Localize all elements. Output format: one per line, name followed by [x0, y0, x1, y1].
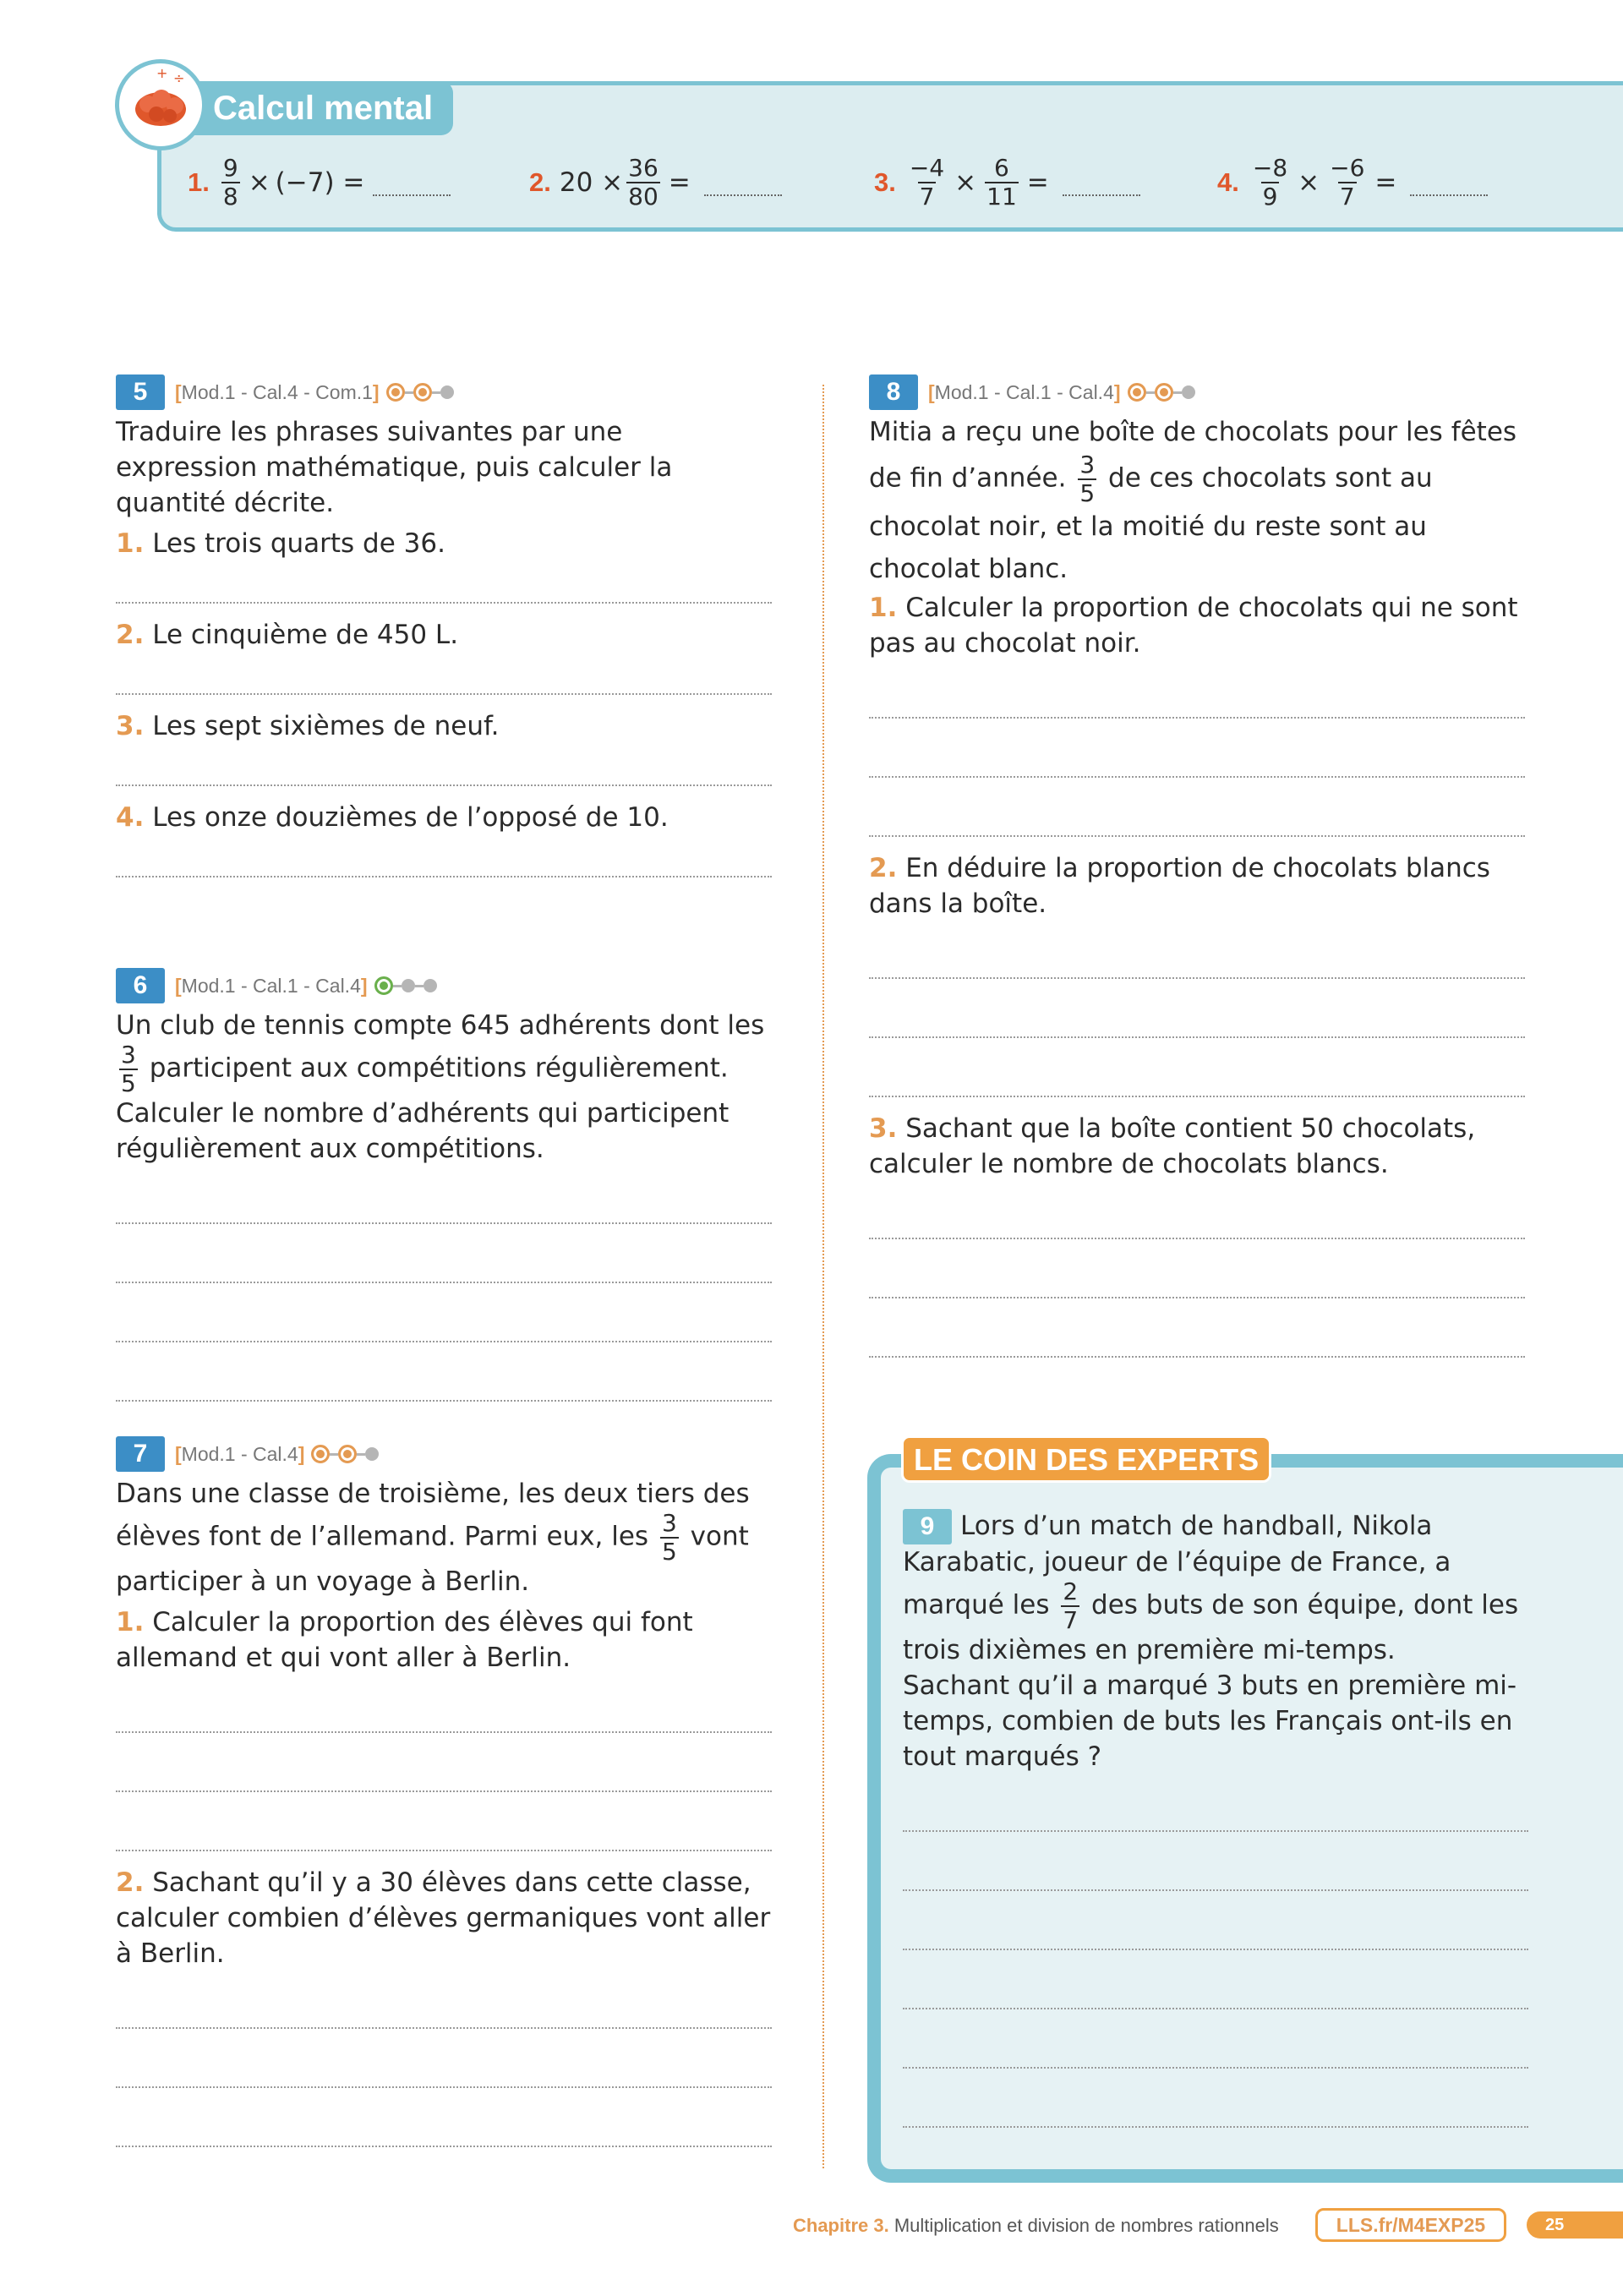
answer-line[interactable] [903, 1830, 1528, 1832]
question-number: 3. [869, 1113, 898, 1144]
answer-line[interactable] [869, 1356, 1525, 1358]
answer-line[interactable] [116, 1850, 772, 1851]
question-text: Calculer la proportion de chocolats qui ne sont pas au chocolat noir. [869, 593, 1518, 659]
brain-icon: + ÷ [115, 59, 206, 150]
question-text: Sachant que la boîte contient 50 chocolats, calculer le nombre de chocolats blancs. [869, 1113, 1476, 1179]
question-number: 1. [116, 528, 145, 559]
answer-line[interactable] [869, 776, 1525, 778]
answer-blank[interactable] [704, 194, 782, 196]
question-number: 3. [116, 711, 145, 741]
difficulty-level [311, 1445, 379, 1463]
exercise-number-badge: 8 [869, 374, 918, 410]
resource-link[interactable]: LLS.fr/M4EXP25 [1315, 2208, 1506, 2242]
fraction: $\frac{6}{11}$ [986, 154, 1017, 210]
exercise-question: Sachant qu’il a marqué 3 buts en première mi-temps, combien de buts les Français ont-ils en tout marqués ? [903, 1670, 1517, 1772]
fraction: $\frac{3}{5}$ [121, 1041, 136, 1097]
answer-line[interactable] [116, 2086, 772, 2088]
fraction: $\frac{3}{5}$ [1079, 451, 1096, 507]
answer-line[interactable] [869, 835, 1525, 837]
question-text: Le cinquième de 450 L. [152, 620, 459, 650]
answer-line[interactable] [869, 1238, 1525, 1239]
answer-line[interactable] [903, 2008, 1528, 2009]
exercise-statement: 9 Lors d’un match de handball, Nikola Karabatic, joueur de l’équipe de France, a marqué les $\frac{2}{7}$ des buts de son équipe, dont les trois dixièmes en première mi-temps. [903, 1511, 1519, 1665]
calcul-mental-item-3 [874, 150, 1140, 215]
exercise-reference: [Mod.1 - Cal.1 - Cal.4] [928, 381, 1121, 403]
expression-rest: (−7) = [275, 167, 365, 198]
answer-line[interactable] [116, 1790, 772, 1792]
answer-line[interactable] [869, 717, 1525, 719]
exercise-8 [869, 374, 1530, 1358]
equals-sign: = [1374, 167, 1397, 198]
exercise-statement: Dans une classe de troisième, les deux tiers des élèves font de l’allemand. Parmi eux, les $\frac{3}{5}$ vont participer à un voyage à Berlin. [116, 1479, 750, 1597]
fraction: $\frac{2}{7}$ [1063, 1577, 1079, 1634]
question-number: 4. [116, 802, 145, 833]
chapter-label: Chapitre 3. Multiplication et division de nombres rationnels [793, 2215, 1279, 2236]
exercise-number-badge: 9 [903, 1509, 952, 1544]
exercise-7 [116, 1435, 784, 2147]
difficulty-level [386, 383, 454, 402]
exercise-5 [116, 374, 772, 877]
item-number: 1. [188, 167, 210, 197]
calcul-mental-item-1 [188, 150, 451, 215]
times-sign: × [954, 167, 977, 198]
fraction: $\frac{36}{80}$ [628, 154, 658, 210]
exercise-statement: Mitia a reçu une boîte de chocolats pour les fêtes de fin d’année. $\frac{3}{5}$ de ces chocolats sont au chocolat noir, et la moitié du reste sont au chocolat blanc. [869, 417, 1517, 584]
calcul-mental-item-2 [529, 150, 782, 215]
exercise-number-badge: 7 [116, 1436, 165, 1472]
fraction: $\frac{9}{8}$ [222, 154, 238, 210]
question-text: Sachant qu’il y a 30 élèves dans cette classe, calculer combien d’élèves germaniques vont aller à Berlin. [116, 1867, 771, 1969]
answer-line[interactable] [116, 784, 772, 786]
answer-line[interactable] [116, 1731, 772, 1733]
exercise-9 [903, 1508, 1538, 2128]
answer-line[interactable] [116, 693, 772, 695]
calcul-mental-row [188, 150, 1608, 215]
column-divider [822, 385, 824, 2168]
item-number: 4. [1217, 167, 1239, 197]
times-sign: × [1298, 167, 1320, 198]
exercise-6 [116, 967, 772, 1402]
answer-blank[interactable] [373, 194, 451, 196]
question-text: Calculer la proportion des élèves qui font allemand et qui vont aller à Berlin. [116, 1607, 693, 1673]
answer-line[interactable] [116, 1400, 772, 1402]
fraction: $\frac{-8}{9}$ [1252, 154, 1288, 210]
item-number: 2. [529, 167, 551, 197]
question-number: 1. [869, 593, 898, 623]
answer-line[interactable] [869, 977, 1525, 979]
difficulty-level [374, 976, 437, 995]
exercise-number-badge: 6 [116, 968, 165, 1003]
answer-blank[interactable] [1063, 194, 1140, 196]
fraction: $\frac{-4}{7}$ [909, 154, 945, 210]
answer-line[interactable] [903, 1889, 1528, 1891]
calcul-mental-title: Calcul mental [188, 81, 453, 135]
answer-line[interactable] [116, 2146, 772, 2147]
question-text: En déduire la proportion de chocolats blancs dans la boîte. [869, 853, 1490, 919]
question-number: 1. [116, 1607, 145, 1637]
exercise-question: Calculer le nombre d’adhérents qui participent régulièrement aux compétitions. [116, 1098, 730, 1164]
question-text: Les sept sixièmes de neuf. [152, 711, 500, 741]
exercise-reference: [Mod.1 - Cal.4] [175, 1443, 305, 1465]
fraction: $\frac{-6}{7}$ [1330, 154, 1365, 210]
equals-sign: = [1026, 167, 1049, 198]
question-number: 2. [869, 853, 898, 883]
page-number: 25 [1527, 2211, 1623, 2239]
expression-prefix: 20 × [559, 167, 624, 198]
answer-line[interactable] [116, 1341, 772, 1342]
exercise-statement: Traduire les phrases suivantes par une expression mathématique, puis calculer la quantité décrite. [116, 417, 673, 518]
exercise-statement: Un club de tennis compte 645 adhérents dont les $\frac{3}{5}$ participent aux compétitions régulièrement. [116, 1010, 765, 1097]
answer-line[interactable] [903, 1949, 1528, 1950]
question-number: 2. [116, 620, 145, 650]
answer-line[interactable] [869, 1096, 1525, 1097]
answer-line[interactable] [116, 1282, 772, 1283]
answer-line[interactable] [869, 1036, 1525, 1038]
fraction: $\frac{3}{5}$ [661, 1509, 677, 1566]
page-footer [0, 2208, 1623, 2245]
answer-line[interactable] [116, 602, 772, 604]
item-number: 3. [874, 167, 896, 197]
times-sign: × [248, 167, 270, 198]
answer-line[interactable] [116, 1222, 772, 1224]
question-text: Les onze douzièmes de l’opposé de 10. [152, 802, 669, 833]
question-text: Les trois quarts de 36. [152, 528, 445, 559]
experts-title: LE COIN DES EXPERTS [901, 1435, 1271, 1483]
exercise-reference: [Mod.1 - Cal.1 - Cal.4] [175, 975, 368, 997]
answer-line[interactable] [116, 876, 772, 877]
answer-line[interactable] [903, 2126, 1528, 2128]
exercise-reference: [Mod.1 - Cal.4 - Com.1] [175, 381, 380, 403]
question-number: 2. [116, 1867, 145, 1898]
answer-line[interactable] [903, 2067, 1528, 2069]
answer-line[interactable] [116, 2027, 772, 2029]
exercise-number-badge: 5 [116, 374, 165, 410]
calcul-mental-item-4 [1217, 150, 1488, 215]
difficulty-level [1128, 383, 1195, 402]
answer-blank[interactable] [1410, 194, 1488, 196]
answer-line[interactable] [869, 1297, 1525, 1298]
equals-sign: = [668, 167, 691, 198]
